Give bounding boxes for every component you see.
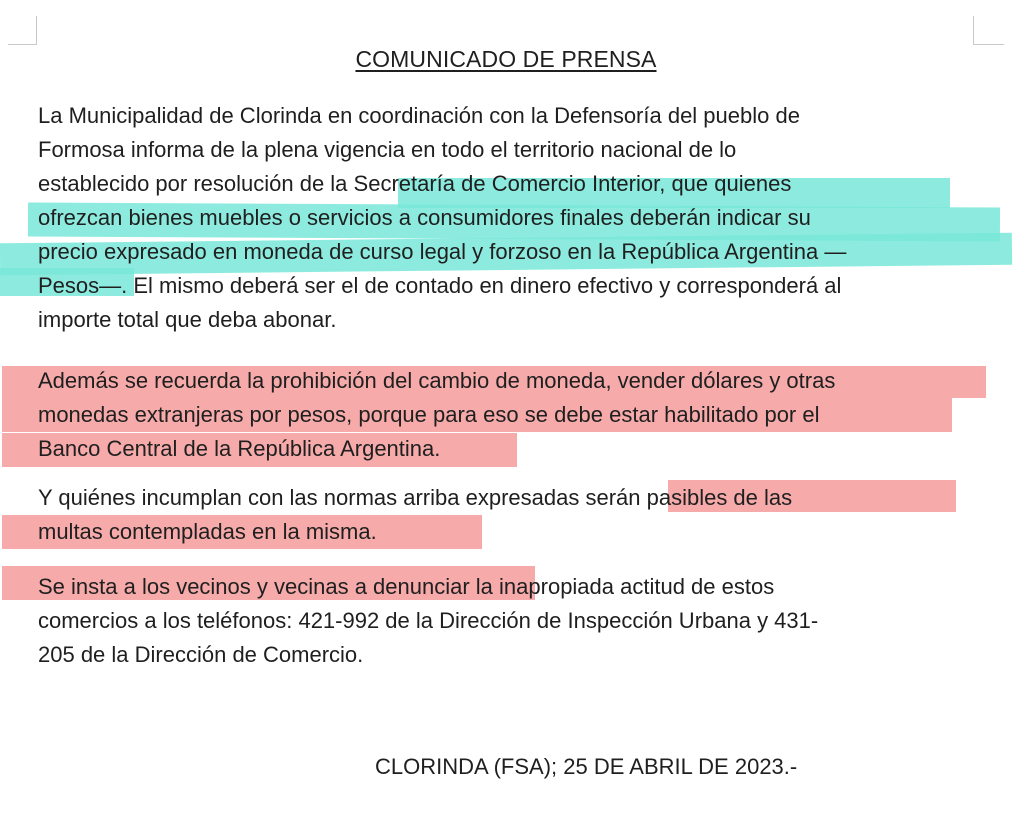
text-line: importe total que deba abonar.: [38, 307, 337, 332]
text-line: Pesos—. El mismo deberá ser el de contado en dinero efectivo y corresponderá al: [38, 273, 842, 298]
text-line: monedas extranjeras por pesos, porque para eso se debe estar habilitado por el: [38, 402, 820, 427]
page-corner-mark-left: [8, 16, 37, 45]
text-line: Banco Central de la República Argentina.: [38, 436, 441, 461]
text-line: Se insta a los vecinos y vecinas a denunciar la inapropiada actitud de estos: [38, 574, 775, 599]
text-line: establecido por resolución de la Secretaría de Comercio Interior, que quienes: [38, 171, 792, 196]
text-line: precio expresado en moneda de curso legal y forzoso en la República Argentina —: [38, 239, 847, 264]
text-line: 205 de la Dirección de Comercio.: [38, 642, 364, 667]
text-line: Además se recuerda la prohibición del cambio de moneda, vender dólares y otras: [38, 368, 836, 393]
paragraph-report-phones: [38, 570, 818, 672]
date-location-line: CLORINDA (FSA); 25 DE ABRIL DE 2023.-: [375, 754, 798, 779]
text-line: Formosa informa de la plena vigencia en todo el territorio nacional de lo: [38, 137, 737, 162]
document-title: COMUNICADO DE PRENSA: [355, 46, 657, 72]
paragraph-penalties: [38, 481, 792, 549]
text-line: La Municipalidad de Clorinda en coordinación con la Defensoría del pueblo de: [38, 103, 800, 128]
paragraph-price-regulation: [38, 99, 846, 337]
text-line: comercios a los teléfonos: 421-992 de la Dirección de Inspección Urbana y 431-: [38, 608, 819, 633]
paragraph-currency-exchange: [38, 364, 835, 466]
text-line: multas contempladas en la misma.: [38, 519, 377, 544]
page-corner-mark-right: [973, 16, 1004, 45]
text-line: ofrezcan bienes muebles o servicios a consumidores finales deberán indicar su: [38, 205, 811, 230]
text-line: Y quiénes incumplan con las normas arriba expresadas serán pasibles de las: [38, 485, 793, 510]
